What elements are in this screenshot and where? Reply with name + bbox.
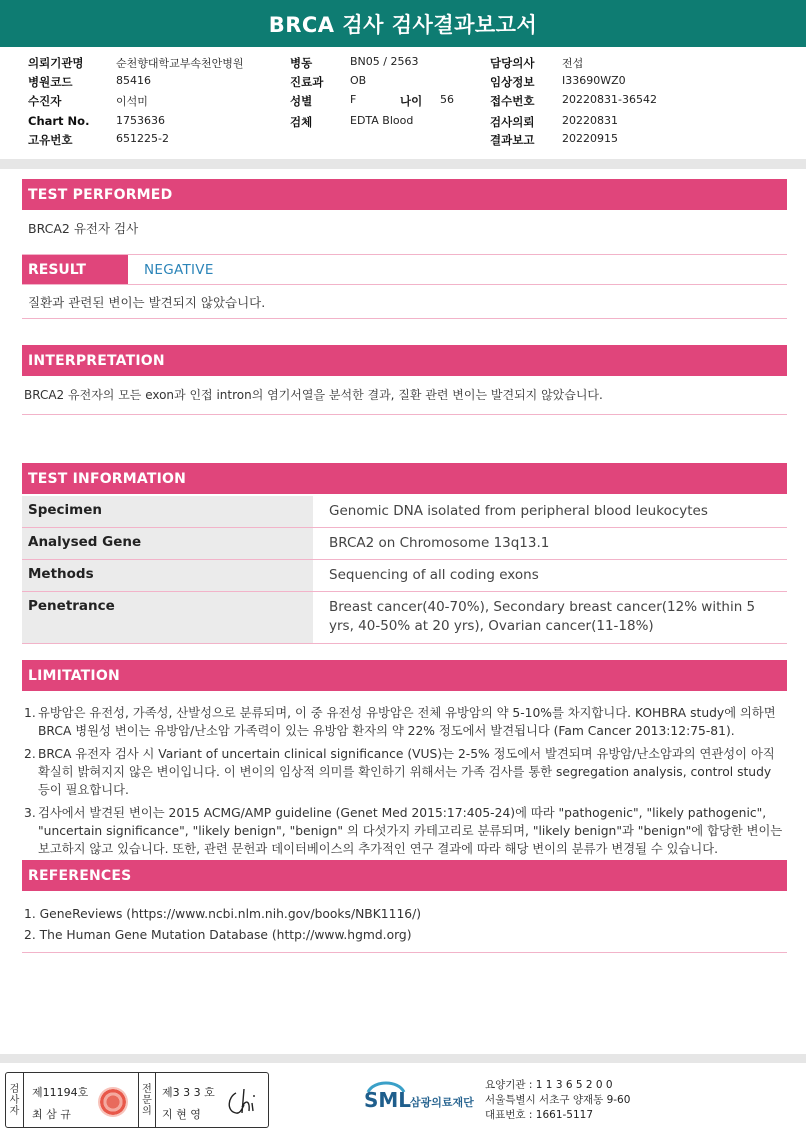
reference-link[interactable]: GeneReviews (https://www.ncbi.nlm.nih.gov/books/NBK1116/) — [39, 907, 422, 921]
meta-value: F — [350, 93, 357, 106]
row-value: Sequencing of all coding exons — [329, 567, 539, 583]
item-number: 1. — [24, 907, 36, 921]
phone: 대표번호 : 1661-5117 — [485, 1109, 594, 1121]
meta-key: 의뢰기관명 — [28, 56, 84, 70]
meta-key: Chart No. — [28, 114, 90, 128]
meta-row — [0, 132, 806, 150]
divider — [22, 318, 787, 319]
item-text: 검사에서 발견된 변이는 2015 ACMG/AMP guideline (Genet Med 2015:17:405-24)에 따라 "pathogenic", "likely pathogenic", "uncertain significance", "likely benign", "benign" 의 다섯가지 카테고리로 분류되며, "likely benign"과 "benign"에 합당한 변이는 보고하지 않고 있습니다. 또한, 관련 문헌과 데이터베이스의 추가적인 연구 결과에 따라 해당 변이의 분류가 변경될 수 있습니다. — [38, 806, 783, 856]
meta-row — [0, 74, 806, 92]
table-row — [22, 592, 787, 644]
institution-code: 요양기관 : 1 1 3 6 5 2 0 0 — [485, 1079, 613, 1091]
limitation-heading: LIMITATION — [22, 660, 787, 691]
organization-contact — [485, 1078, 630, 1123]
examiner-label: 검 사 자 — [6, 1073, 24, 1127]
meta-key: 임상정보 — [490, 75, 535, 89]
meta-value: 이석미 — [116, 95, 148, 108]
specialist-number: 제3 3 3 호 — [162, 1086, 215, 1099]
item-text: 유방암은 유전성, 가족성, 산발성으로 분류되며, 이 중 유전성 유방암은 전체 유방암의 약 5-10%를 차지합니다. KOHBRA study에 의하면 BRCA 병원성 변이는 유방암/난소암 가족력이 있는 유방암 환자의 약 22% 정도에서 발견됩니다 (Fam Cancer 2013:12:75-81). — [38, 706, 776, 738]
meta-value: BN05 / 2563 — [350, 55, 419, 68]
patient-info — [0, 52, 806, 156]
references-heading: REFERENCES — [22, 860, 787, 891]
interpretation-text: BRCA2 유전자의 모든 exon과 인접 intron의 염기서열을 분석한 결과, 질환 관련 변이는 발견되지 않았습니다. — [24, 388, 603, 402]
meta-value: I33690WZ0 — [562, 74, 626, 87]
meta-key: 진료과 — [290, 75, 324, 89]
row-key: Methods — [22, 560, 313, 591]
examiner-name: 최 삼 규 — [32, 1108, 71, 1121]
specialist-name: 지 현 영 — [162, 1108, 201, 1121]
meta-key: 고유번호 — [28, 133, 73, 147]
item-number: 2. — [24, 747, 36, 761]
table-row — [22, 528, 787, 560]
meta-key: 담당의사 — [490, 56, 535, 70]
row-value: BRCA2 on Chromosome 13q13.1 — [329, 535, 550, 551]
list-item — [24, 745, 786, 799]
result-row — [22, 254, 787, 285]
meta-value: 1753636 — [116, 114, 165, 127]
test-performed-heading: TEST PERFORMED — [22, 179, 787, 210]
report-title: BRCA 검사 검사결과보고서 — [0, 0, 806, 47]
list-item — [24, 704, 786, 740]
result-value: NEGATIVE — [144, 261, 214, 278]
test-information-table — [22, 496, 787, 644]
meta-key: 검사의뢰 — [490, 115, 535, 129]
row-key: Specimen — [22, 496, 313, 527]
meta-value: 20220915 — [562, 132, 618, 145]
address: 서울특별시 서초구 양재동 9-60 — [485, 1094, 631, 1106]
table-row — [22, 496, 787, 528]
references-list — [24, 904, 786, 946]
meta-value: 20220831 — [562, 114, 618, 127]
reference-link[interactable]: The Human Gene Mutation Database (http://www.hgmd.org) — [39, 928, 412, 942]
divider — [22, 414, 787, 415]
seal-icon — [98, 1087, 128, 1117]
meta-row — [0, 55, 806, 73]
logo-text: SML — [364, 1088, 412, 1112]
meta-value: 20220831-36542 — [562, 93, 657, 106]
meta-value: 651225-2 — [116, 132, 169, 145]
result-label: RESULT — [22, 255, 128, 284]
meta-key: 나이 — [400, 94, 423, 108]
meta-value: 56 — [440, 93, 454, 106]
meta-value: 순천향대학교부속천안병원 — [116, 57, 244, 70]
meta-key: 병동 — [290, 56, 313, 70]
divider-band — [0, 159, 806, 169]
test-information-heading: TEST INFORMATION — [22, 463, 787, 494]
row-key: Penetrance — [22, 592, 313, 643]
meta-row — [0, 93, 806, 111]
row-value: Genomic DNA isolated from peripheral blood leukocytes — [329, 503, 708, 519]
item-number: 1. — [24, 706, 36, 720]
item-number: 3. — [24, 806, 36, 820]
item-text: BRCA 유전자 검사 시 Variant of uncertain clinical significance (VUS)는 2-5% 정도에서 발견되며 유방암/난소암과의 연관성이 아직 확실히 밝혀지지 않은 변이입니다. 이 변이의 임상적 의미를 확인하기 위해서는 가족 검사를 통한 segregation analysis, control study 등이 필요합니다. — [38, 747, 775, 797]
table-row — [22, 560, 787, 592]
divider — [22, 952, 787, 953]
meta-key: 수진자 — [28, 94, 62, 108]
meta-value: 85416 — [116, 74, 151, 87]
result-text: 질환과 관련된 변이는 발견되지 않았습니다. — [28, 295, 266, 310]
limitation-list — [24, 704, 786, 863]
row-value: Breast cancer(40-70%), Secondary breast cancer(12% within 5 yrs, 40-50% at 20 yrs), Ovarian cancer(11-18%) — [329, 599, 756, 634]
organization-info — [364, 1078, 794, 1128]
meta-row — [0, 114, 806, 132]
list-item — [24, 904, 786, 925]
footer-band — [0, 1054, 806, 1063]
meta-key: 결과보고 — [490, 133, 535, 147]
organization-name: 삼광의료재단 — [410, 1096, 474, 1109]
interpretation-heading: INTERPRETATION — [22, 345, 787, 376]
item-number: 2. — [24, 928, 36, 942]
meta-value: OB — [350, 74, 367, 87]
row-key: Analysed Gene — [22, 528, 313, 559]
meta-key: 검체 — [290, 115, 313, 129]
test-performed-text: BRCA2 유전자 검사 — [28, 221, 139, 236]
signature-icon — [224, 1085, 264, 1119]
meta-key: 접수번호 — [490, 94, 535, 108]
meta-key: 병원코드 — [28, 75, 73, 89]
list-item — [24, 804, 786, 858]
meta-key: 성별 — [290, 94, 313, 108]
list-item — [24, 925, 786, 946]
specialist-label: 전 문 의 — [138, 1073, 156, 1127]
examiner-number: 제11194호 — [32, 1086, 89, 1099]
meta-value: 전섭 — [562, 57, 584, 70]
meta-value: EDTA Blood — [350, 114, 414, 127]
signature-box — [5, 1072, 269, 1128]
